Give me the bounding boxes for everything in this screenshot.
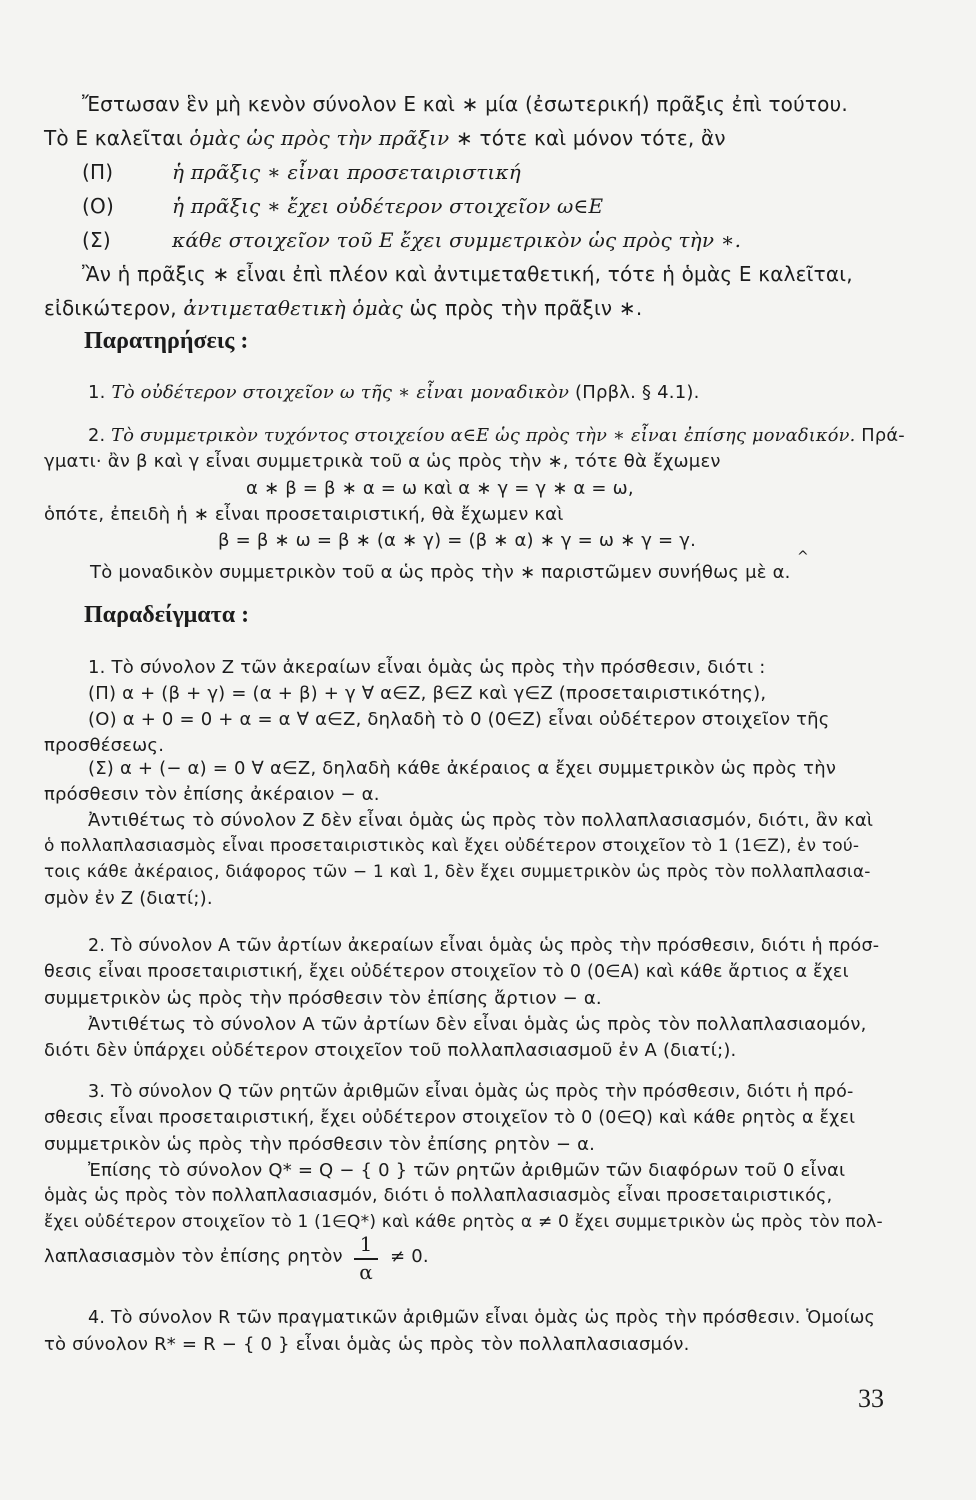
example-3-line-5: ὁμὰς ὡς πρὸς τὸν πολλαπλασιασμόν, διότι ὁ πολλαπλασιασμὸς εἶναι προσεταιριστικός,	[44, 1186, 833, 1206]
example-4-line-1: 4. Τὸ σύνολον R τῶν πραγματικῶν ἀριθμῶν εἶναι ὁμὰς ὡς πρὸς τὴν πρόσθεσιν. Ὁμοίως	[88, 1308, 876, 1328]
definition-line-1: Ἔστωσαν ἓν μὴ κενὸν σύνολον E καὶ ∗ μία (ἐσωτερική) πρᾶξις ἐπὶ τούτου.	[82, 92, 848, 116]
fraction-numerator: 1	[359, 1232, 373, 1256]
definition-line-2	[44, 126, 726, 150]
example-1-line-8: ὁ πολλαπλασιασμὸς εἶναι προσεταιριστικὸς καὶ ἔχει οὐδέτερον στοιχεῖον τὸ 1 (1∈Z), ἐν τού-	[44, 836, 860, 856]
remark-2-number: 2.	[88, 425, 106, 446]
hat-accent: ^	[797, 549, 809, 565]
axiom-p-text: ἡ πρᾶξις ∗ εἶναι προσεταιριστική	[172, 160, 521, 184]
example-3-line-4: Ἐπίσης τὸ σύνολον Q* = Q − { 0 } τῶν ρητῶν ἀριθμῶν τῶν διαφόρων τοῦ 0 εἶναι	[88, 1160, 846, 1181]
axiom-s-text: κάθε στοιχεῖον τοῦ E ἔχει συμμετρικὸν ὡς πρὸς τὴν ∗.	[172, 228, 742, 252]
abelian-line-2	[44, 296, 642, 320]
remarks-heading: Παρατηρήσεις :	[84, 328, 249, 354]
abelian-line-2c: ὡς πρὸς τὴν πρᾶξιν ∗.	[409, 296, 643, 320]
abelian-line-2a: εἰδικώτερον,	[44, 296, 177, 320]
example-3-line-7b: ≠ 0.	[390, 1246, 429, 1267]
remark-2-line-4: ὁπότε, ἐπειδὴ ἡ ∗ εἶναι προσεταιριστική, θὰ ἔχωμεν καὶ	[44, 504, 564, 525]
example-1-line-9: τοις κάθε ἀκέραιος, διάφορος τῶν − 1 καὶ 1, δὲν ἔχει συμμετρικὸν ὡς πρὸς τὸν πολλαπλασια-	[44, 862, 871, 882]
example-3-line-3: συμμετρικὸν ὡς πρὸς τὴν πρόσθεσιν τὸν ἐπίσης ρητὸν − α.	[44, 1134, 596, 1155]
remark-1-number: 1.	[88, 382, 106, 403]
example-4-line-2: τὸ σύνολον R* = R − { 0 } εἶναι ὁμὰς ὡς πρὸς τὸν πολλαπλασιασμόν.	[44, 1334, 690, 1355]
abelian-line-1: Ἂν ἡ πρᾶξις ∗ εἶναι ἐπὶ πλέον καὶ ἀντιμεταθετική, τότε ἡ ὁμὰς E καλεῖται,	[82, 262, 853, 286]
definition-line-2c: ∗ τότε καὶ μόνον τότε, ἂν	[455, 126, 726, 150]
remark-2-equation-1: α ∗ β = β ∗ α = ω καὶ α ∗ γ = γ ∗ α = ω,	[246, 478, 634, 499]
example-1-line-4: προσθέσεως.	[44, 735, 165, 756]
axiom-o-label: (Ο)	[82, 194, 114, 218]
example-1-line-2: (Π) α + (β + γ) = (α + β) + γ ∀ α∈Z, β∈Z καὶ γ∈Z (προσεταιριστικότης),	[88, 683, 767, 704]
remark-2-cont: Πρά-	[861, 425, 905, 446]
remark-2-last-line: Τὸ μοναδικὸν συμμετρικὸν τοῦ α ὡς πρὸς τὴν ∗ παριστῶμεν συνήθως μὲ α.	[90, 562, 791, 583]
remark-1-text: Τὸ οὐδέτερον στοιχεῖον ω τῆς ∗ εἶναι μοναδικὸν	[111, 382, 570, 403]
remark-1	[88, 382, 700, 403]
example-3-line-7a: λαπλασιασμὸν τὸν ἐπίσης ρητὸν	[44, 1246, 343, 1267]
remark-1-ref: (Πρβλ. § 4.1).	[575, 382, 700, 403]
example-1-line-3: (Ο) α + 0 = 0 + α = α ∀ α∈Z, δηλαδὴ τὸ 0 (0∈Z) εἶναι οὐδέτερον στοιχεῖον τῆς	[88, 709, 830, 730]
axiom-o-text: ἡ πρᾶξις ∗ ἔχει οὐδέτερον στοιχεῖον ω∈E	[172, 194, 604, 218]
example-1-line-7: Ἀντιθέτως τὸ σύνολον Z δὲν εἶναι ὁμὰς ὡς πρὸς τὸν πολλαπλασιασμόν, διότι, ἂν καὶ	[88, 810, 874, 831]
examples-heading: Παραδείγματα :	[84, 602, 250, 628]
definition-line-2a: Τὸ E καλεῖται	[44, 126, 183, 150]
example-1-line-10: σμὸν ἐν Z (διατί;).	[44, 888, 213, 909]
example-3-line-2: σθεσις εἶναι προσεταιριστική, ἔχει οὐδέτερον στοιχεῖον τὸ 0 (0∈Q) καὶ κάθε ρητὸς α ἔχει	[44, 1108, 856, 1128]
example-1-line-6: πρόσθεσιν τὸν ἐπίσης ἀκέραιον − α.	[44, 784, 380, 805]
example-1-line-1: 1. Τὸ σύνολον Z τῶν ἀκεραίων εἶναι ὁμὰς ὡς πρὸς τὴν πρόσθεσιν, διότι :	[88, 657, 766, 678]
remark-2	[88, 425, 905, 446]
remark-2-text: Τὸ συμμετρικὸν τυχόντος στοιχείου α∈E ὡς πρὸς τὴν ∗ εἶναι ἐπίσης μοναδικόν.	[111, 425, 856, 446]
example-2-line-5: διότι δὲν ὑπάρχει οὐδέτερον στοιχεῖον τοῦ πολλαπλασιασμοῦ ἐν A (διατί;).	[44, 1040, 737, 1061]
example-2-line-3: συμμετρικὸν ὡς πρὸς τὴν πρόσθεσιν τὸν ἐπίσης ἄρτιον − α.	[44, 988, 602, 1009]
example-3-line-1: 3. Τὸ σύνολον Q τῶν ρητῶν ἀριθμῶν εἶναι ὁμὰς ὡς πρὸς τὴν πρόσθεσιν, διότι ἡ πρό-	[88, 1082, 854, 1102]
remark-2-equation-2: β = β ∗ ω = β ∗ (α ∗ γ) = (β ∗ α) ∗ γ = ω ∗ γ = γ.	[218, 530, 697, 551]
example-1-line-5: (Σ) α + (− α) = 0 ∀ α∈Z, δηλαδὴ κάθε ἀκέραιος α ἔχει συμμετρικὸν ὡς πρὸς τὴν	[88, 758, 837, 779]
definition-group-term: ὁμὰς ὡς πρὸς τὴν πρᾶξιν	[189, 126, 450, 150]
example-3-line-6: ἔχει οὐδέτερον στοιχεῖον τὸ 1 (1∈Q*) καὶ κάθε ρητὸς α ≠ 0 ἔχει συμμετρικὸν ὡς πρὸς τὸν πολ-	[44, 1212, 883, 1232]
example-2-line-2: θεσις εἶναι προσεταιριστική, ἔχει οὐδέτερον στοιχεῖον τὸ 0 (0∈A) καὶ κάθε ἄρτιος α ἔχει	[44, 962, 849, 982]
example-2-line-4: Ἀντιθέτως τὸ σύνολον A τῶν ἀρτίων δὲν εἶναι ὁμὰς ὡς πρὸς τὸν πολλαπλασιαομόν,	[88, 1014, 867, 1035]
fraction-denominator: α	[359, 1260, 373, 1284]
abelian-group-term: ἀντιμεταθετικὴ ὁμὰς	[183, 296, 403, 320]
example-2-line-1: 2. Τὸ σύνολον A τῶν ἀρτίων ἀκεραίων εἶναι ὁμὰς ὡς πρὸς τὴν πρόσθεσιν, διότι ἡ πρόσ-	[88, 936, 880, 956]
remark-2-line-2: γματι· ἂν β καὶ γ εἶναι συμμετρικὰ τοῦ α ὡς πρὸς τὴν ∗, τότε θὰ ἔχωμεν	[44, 451, 721, 472]
page-number: 33	[858, 1384, 884, 1413]
axiom-s-label: (Σ)	[82, 228, 111, 252]
axiom-p-label: (Π)	[82, 160, 114, 184]
